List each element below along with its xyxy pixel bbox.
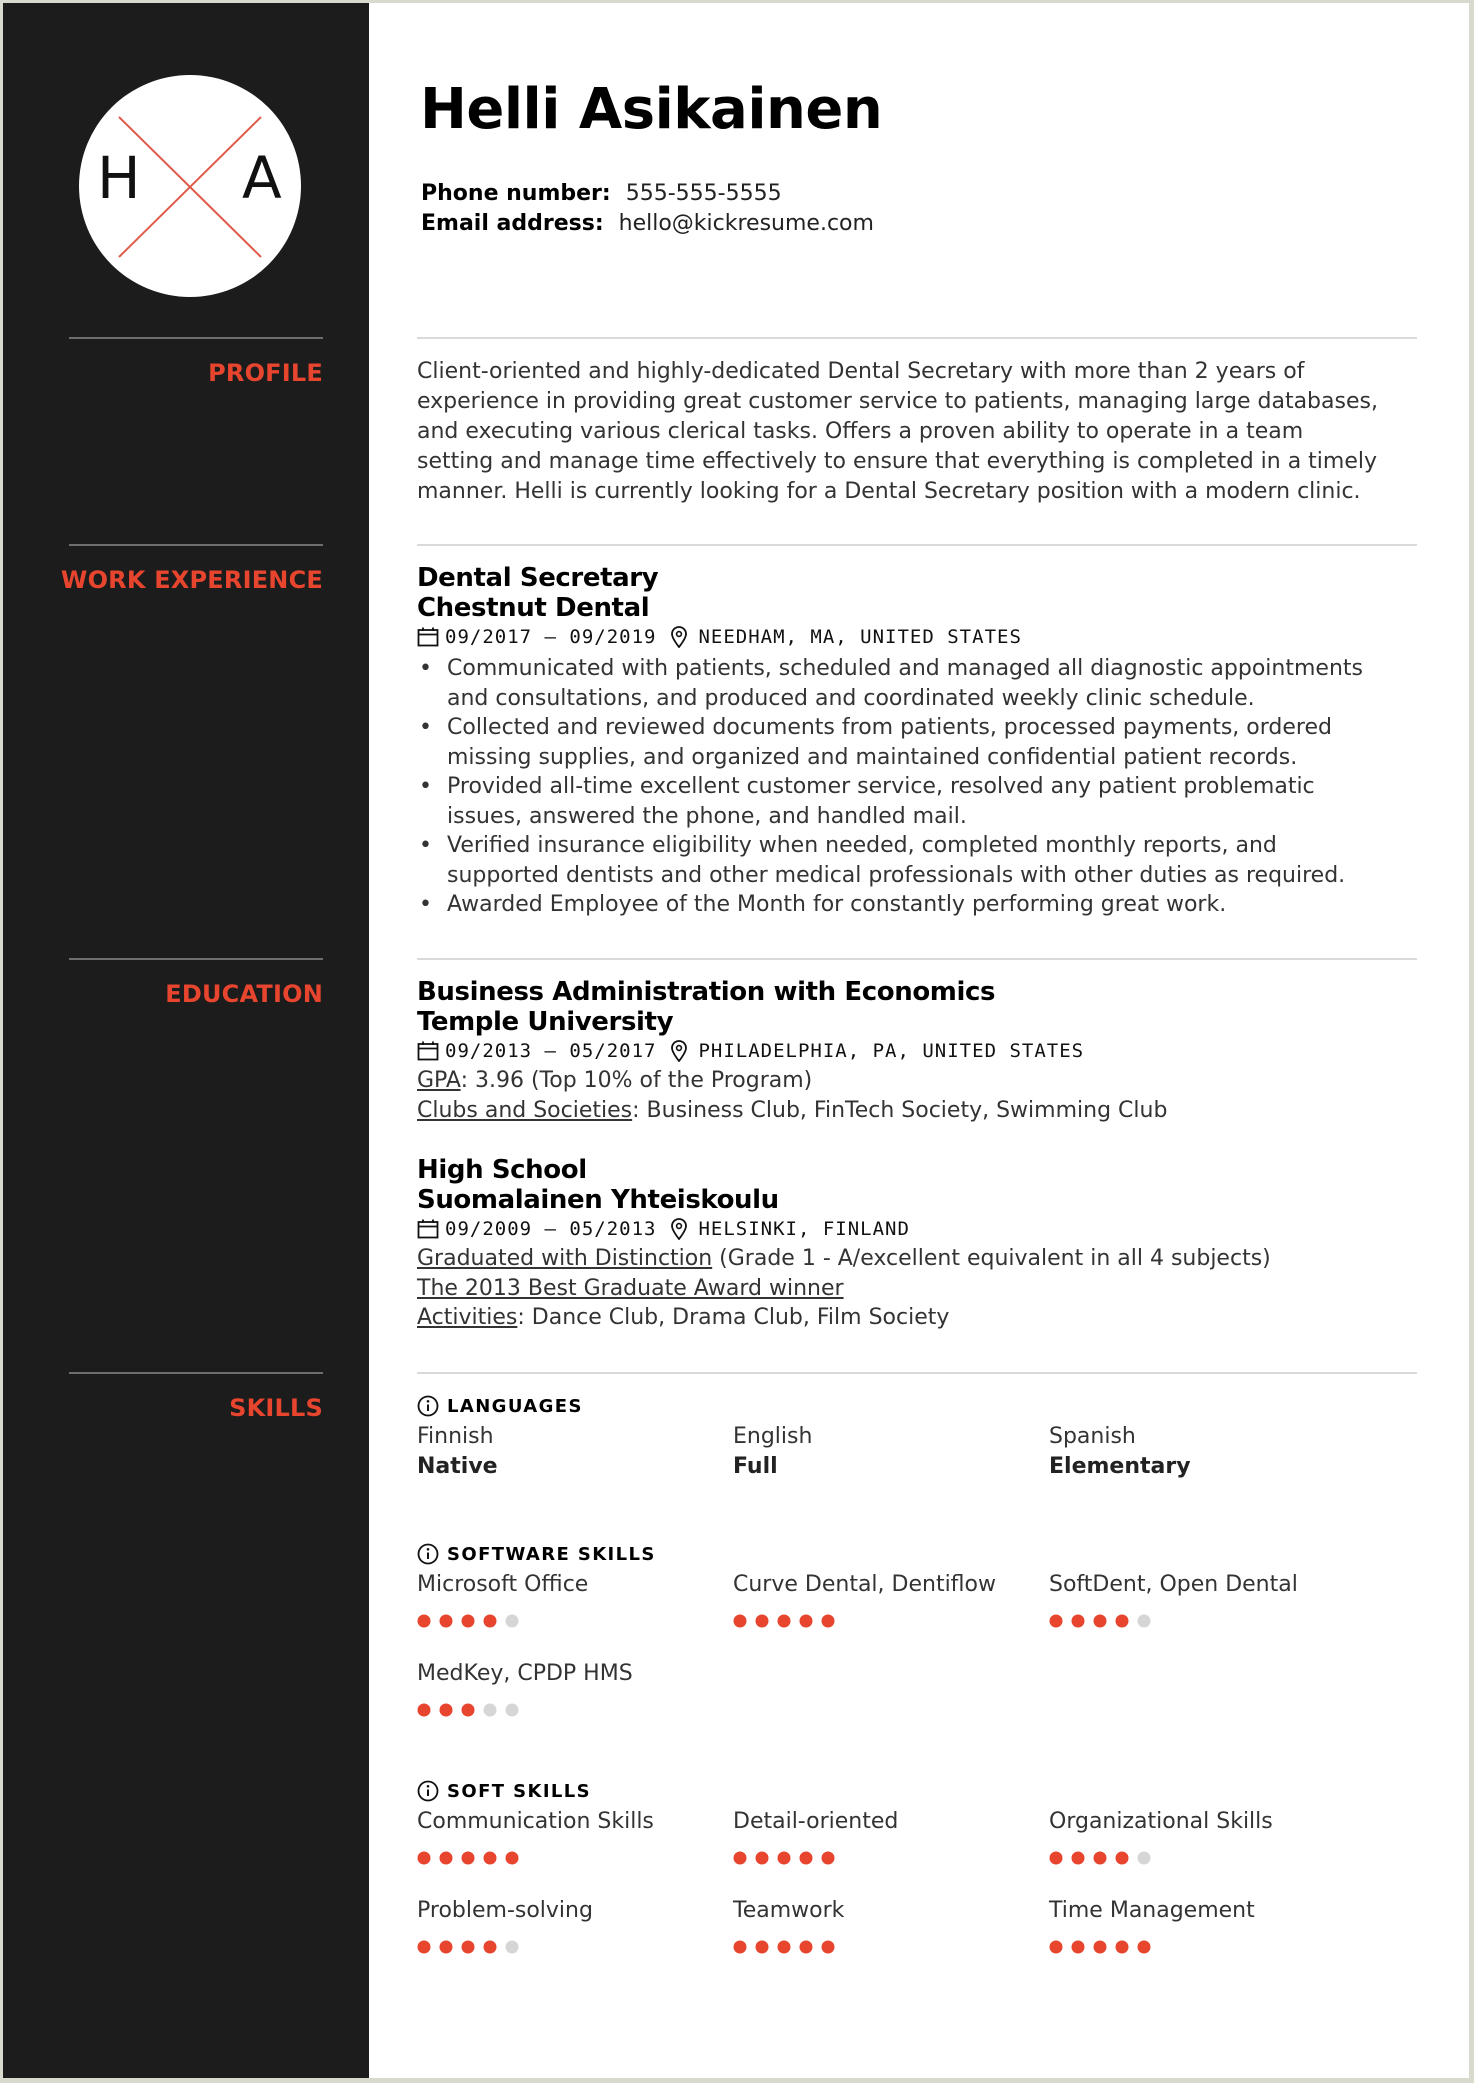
rating-dot-filled	[778, 1941, 791, 1954]
rating-dot-filled	[778, 1852, 791, 1865]
contact-phone	[421, 181, 782, 206]
rating-dot-filled	[418, 1852, 431, 1865]
calendar-icon	[417, 1041, 439, 1061]
education-detail	[417, 1276, 844, 1301]
skill-rating	[733, 1850, 843, 1866]
skill-name: Organizational Skills	[1049, 1809, 1273, 1834]
rating-dot-filled	[1050, 1852, 1063, 1865]
info-icon	[417, 1780, 439, 1802]
rating-dot-filled	[756, 1941, 769, 1954]
rating-dot-filled	[800, 1941, 813, 1954]
resume-page	[3, 3, 1469, 2078]
education-detail	[417, 1246, 1271, 1271]
section-heading-skills: SKILLS	[229, 1394, 323, 1422]
skill-group-label: LANGUAGES	[447, 1395, 583, 1417]
bullet-line: • Collected and reviewed documents from patients, processed payments, ordered	[447, 715, 1332, 740]
skill-rating	[417, 1702, 527, 1718]
job-dates: 09/2017 – 09/2019	[445, 626, 657, 648]
rating-dot-filled	[734, 1852, 747, 1865]
rating-dot-filled	[462, 1615, 475, 1628]
sidebar-divider	[69, 337, 323, 339]
profile-line: and executing various clerical tasks. Offers a proven ability to operate in a team	[417, 419, 1304, 444]
skill-name: Communication Skills	[417, 1809, 654, 1834]
sidebar-divider	[69, 1372, 323, 1374]
list-item	[417, 890, 1447, 920]
education-location: HELSINKI, FINLAND	[698, 1218, 910, 1240]
language-level: Full	[733, 1454, 778, 1479]
skill-name: SoftDent, Open Dental	[1049, 1572, 1298, 1597]
rating-dot-empty	[1138, 1852, 1151, 1865]
section-heading-profile: PROFILE	[208, 359, 323, 387]
section-heading-work-experience: WORK EXPERIENCE	[60, 566, 323, 594]
education-meta	[417, 1040, 1084, 1062]
rating-dot-filled	[418, 1941, 431, 1954]
candidate-name: Helli Asikainen	[420, 77, 883, 142]
rating-dot-empty	[506, 1704, 519, 1717]
rating-dot-filled	[418, 1704, 431, 1717]
language-level: Elementary	[1049, 1454, 1191, 1479]
education-dates: 09/2013 – 05/2017	[445, 1040, 657, 1062]
skill-rating	[1049, 1850, 1159, 1866]
rating-dot-filled	[440, 1852, 453, 1865]
profile-line: experience in providing great customer service to patients, managing large databases,	[417, 389, 1378, 414]
education-degree: Business Administration with Economics	[417, 977, 996, 1007]
rating-dot-filled	[440, 1704, 453, 1717]
bullet-line: missing supplies, and organized and maintained confidential patient records.	[447, 744, 1298, 770]
skill-rating	[417, 1850, 527, 1866]
rating-dot-filled	[822, 1852, 835, 1865]
rating-dot-empty	[506, 1615, 519, 1628]
bullet-line: • Verified insurance eligibility when needed, completed monthly reports, and	[447, 833, 1277, 858]
skill-name: MedKey, CPDP HMS	[417, 1661, 633, 1686]
skill-rating	[417, 1939, 527, 1955]
calendar-icon	[417, 1219, 439, 1239]
education-detail	[417, 1068, 812, 1093]
bullet-line: issues, answered the phone, and handled mail.	[447, 803, 967, 829]
bullet-line: • Awarded Employee of the Month for constantly performing great work.	[447, 892, 1227, 917]
skill-group-software	[417, 1543, 656, 1565]
rating-dot-filled	[1138, 1941, 1151, 1954]
rating-dot-filled	[778, 1615, 791, 1628]
rating-dot-filled	[462, 1852, 475, 1865]
section-divider	[417, 544, 1417, 546]
rating-dot-filled	[800, 1852, 813, 1865]
section-divider	[417, 337, 1417, 339]
monogram-first-initial: H	[97, 144, 141, 212]
education-detail-label: GPA	[417, 1068, 461, 1093]
rating-dot-filled	[1116, 1941, 1129, 1954]
profile-line: manner. Helli is currently looking for a Dental Secretary position with a modern clinic.	[417, 479, 1361, 504]
education-detail	[417, 1305, 949, 1330]
email-label: Email address:	[421, 211, 604, 236]
skill-group-label: SOFT SKILLS	[447, 1780, 592, 1802]
education-detail-label: Activities	[417, 1305, 518, 1330]
rating-dot-filled	[1116, 1852, 1129, 1865]
job-title: Dental Secretary	[417, 563, 659, 593]
sidebar	[3, 3, 369, 2078]
education-degree: High School	[417, 1155, 587, 1185]
list-item	[417, 713, 1447, 772]
list-item	[417, 654, 1447, 713]
education-detail-text: (Grade 1 - A/excellent equivalent in all 4 subjects)	[712, 1246, 1271, 1271]
section-divider	[417, 1372, 1417, 1374]
info-icon	[417, 1543, 439, 1565]
bullet-line: supported dentists and other medical professionals with other duties as required.	[447, 862, 1346, 888]
education-detail-text: : Dance Club, Drama Club, Film Society	[517, 1305, 950, 1330]
sidebar-divider	[69, 958, 323, 960]
email-value: hello@kickresume.com	[618, 211, 874, 236]
rating-dot-filled	[484, 1852, 497, 1865]
profile-line: setting and manage time effectively to ensure that everything is completed in a timely	[417, 449, 1378, 474]
rating-dot-filled	[734, 1615, 747, 1628]
skill-rating	[1049, 1613, 1159, 1629]
info-icon	[417, 1395, 439, 1417]
section-divider	[417, 958, 1417, 960]
rating-dot-filled	[1072, 1615, 1085, 1628]
rating-dot-filled	[1072, 1941, 1085, 1954]
language-name: Spanish	[1049, 1424, 1136, 1449]
skill-group-label: SOFTWARE SKILLS	[447, 1543, 656, 1565]
job-location: NEEDHAM, MA, UNITED STATES	[698, 626, 1022, 648]
skill-name: Time Management	[1049, 1898, 1255, 1923]
rating-dot-filled	[1094, 1615, 1107, 1628]
job-company: Chestnut Dental	[417, 593, 650, 623]
rating-dot-filled	[462, 1704, 475, 1717]
education-detail-label: Clubs and Societies	[417, 1098, 633, 1123]
profile-line: Client-oriented and highly-dedicated Dental Secretary with more than 2 years of	[417, 359, 1305, 384]
phone-value: 555-555-5555	[625, 181, 782, 206]
rating-dot-empty	[1138, 1615, 1151, 1628]
rating-dot-filled	[440, 1941, 453, 1954]
phone-label: Phone number:	[421, 181, 611, 206]
rating-dot-filled	[418, 1615, 431, 1628]
rating-dot-filled	[1094, 1852, 1107, 1865]
education-dates: 09/2009 – 05/2013	[445, 1218, 657, 1240]
location-pin-icon	[670, 1040, 688, 1062]
education-detail-text: : 3.96 (Top 10% of the Program)	[460, 1068, 813, 1093]
education-detail-label: The 2013 Best Graduate Award winner	[417, 1276, 844, 1301]
contact-email	[421, 211, 874, 236]
rating-dot-filled	[462, 1941, 475, 1954]
skill-group-languages	[417, 1395, 583, 1417]
sidebar-divider	[69, 544, 323, 546]
rating-dot-filled	[1050, 1941, 1063, 1954]
section-heading-education: EDUCATION	[165, 980, 323, 1008]
education-school: Temple University	[417, 1007, 674, 1037]
location-pin-icon	[670, 626, 688, 648]
rating-dot-filled	[756, 1615, 769, 1628]
rating-dot-filled	[822, 1941, 835, 1954]
rating-dot-filled	[1050, 1615, 1063, 1628]
rating-dot-filled	[484, 1615, 497, 1628]
profile-summary	[417, 357, 1427, 507]
skill-rating	[733, 1613, 843, 1629]
skill-rating	[1049, 1939, 1159, 1955]
education-detail-text: : Business Club, FinTech Society, Swimming Club	[632, 1098, 1168, 1123]
rating-dot-filled	[1116, 1615, 1129, 1628]
education-school: Suomalainen Yhteiskoulu	[417, 1185, 779, 1215]
language-name: Finnish	[417, 1424, 494, 1449]
bullet-line: • Communicated with patients, scheduled and managed all diagnostic appointments	[447, 656, 1363, 681]
rating-dot-filled	[484, 1941, 497, 1954]
monogram-last-initial: A	[242, 144, 282, 212]
rating-dot-filled	[734, 1941, 747, 1954]
location-pin-icon	[670, 1218, 688, 1240]
rating-dot-filled	[1072, 1852, 1085, 1865]
skill-rating	[417, 1613, 527, 1629]
education-meta	[417, 1218, 910, 1240]
bullet-line: and consultations, and produced and coordinated weekly clinic schedule.	[447, 685, 1255, 711]
monogram-avatar	[79, 75, 301, 297]
language-name: English	[733, 1424, 813, 1449]
rating-dot-empty	[506, 1941, 519, 1954]
calendar-icon	[417, 627, 439, 647]
job-meta	[417, 626, 1022, 648]
language-level: Native	[417, 1454, 498, 1479]
rating-dot-filled	[756, 1852, 769, 1865]
rating-dot-filled	[1094, 1941, 1107, 1954]
rating-dot-empty	[484, 1704, 497, 1717]
rating-dot-filled	[506, 1852, 519, 1865]
rating-dot-filled	[800, 1615, 813, 1628]
rating-dot-filled	[822, 1615, 835, 1628]
list-item	[417, 831, 1447, 890]
education-detail-label: Graduated with Distinction	[417, 1246, 713, 1271]
skill-name: Microsoft Office	[417, 1572, 589, 1597]
bullet-line: • Provided all-time excellent customer service, resolved any patient problematic	[447, 774, 1315, 799]
skill-name: Problem-solving	[417, 1898, 593, 1923]
rating-dot-filled	[440, 1615, 453, 1628]
skill-rating	[733, 1939, 843, 1955]
skill-group-soft	[417, 1780, 591, 1802]
skill-name: Detail-oriented	[733, 1809, 899, 1834]
education-detail	[417, 1098, 1167, 1123]
skill-name: Curve Dental, Dentiflow	[733, 1572, 996, 1597]
education-location: PHILADELPHIA, PA, UNITED STATES	[698, 1040, 1085, 1062]
list-item	[417, 772, 1447, 831]
job-responsibilities-list	[417, 654, 1447, 920]
skill-name: Teamwork	[733, 1898, 845, 1923]
